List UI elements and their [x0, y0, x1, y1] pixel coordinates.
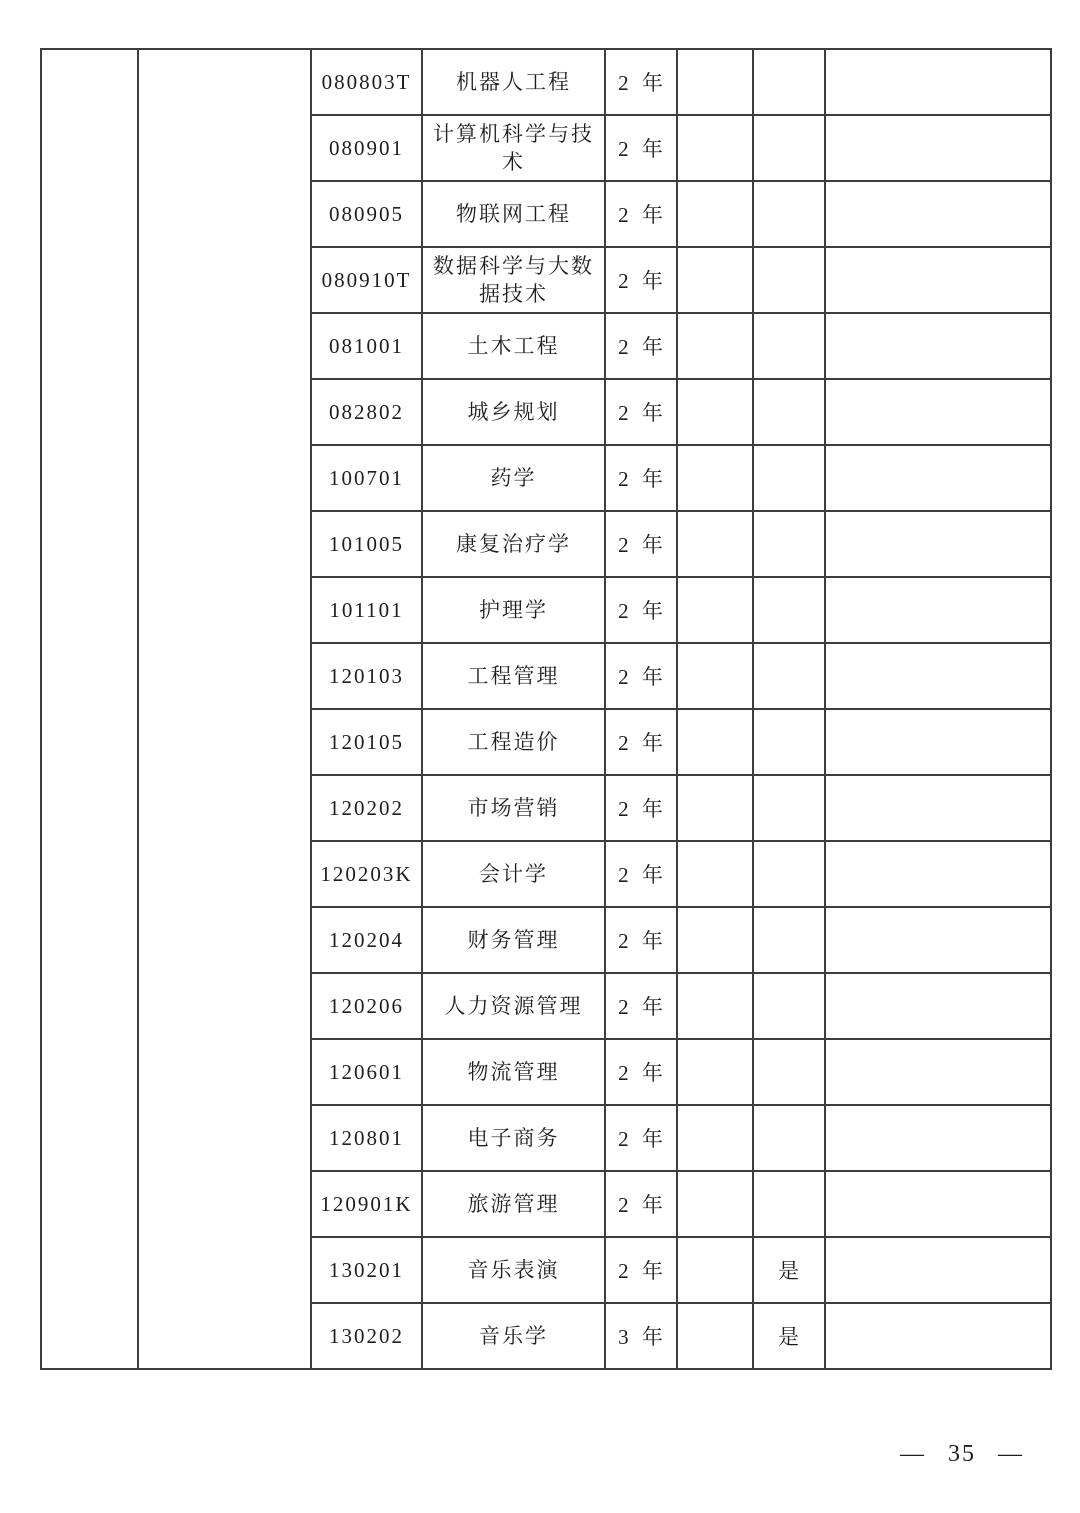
remark-cell: [825, 907, 1051, 973]
remark-cell: [825, 841, 1051, 907]
empty-cell: [677, 511, 753, 577]
duration-cell: 2 年: [605, 907, 677, 973]
empty-cell: [677, 115, 753, 181]
program-name-cell: 财务管理: [422, 907, 605, 973]
flag-cell: [753, 379, 825, 445]
program-name-cell: 药学: [422, 445, 605, 511]
flag-cell: [753, 1105, 825, 1171]
program-name-cell: 人力资源管理: [422, 973, 605, 1039]
flag-cell: [753, 709, 825, 775]
program-name-cell: 数据科学与大数据技术: [422, 247, 605, 313]
program-code-cell: 120801: [311, 1105, 422, 1171]
program-name-cell: 电子商务: [422, 1105, 605, 1171]
flag-cell: [753, 577, 825, 643]
program-name-cell: 物联网工程: [422, 181, 605, 247]
program-name-cell: 护理学: [422, 577, 605, 643]
empty-cell: [677, 1105, 753, 1171]
program-code-cell: 080803T: [311, 49, 422, 115]
remark-cell: [825, 643, 1051, 709]
empty-cell: [677, 577, 753, 643]
program-name-cell: 物流管理: [422, 1039, 605, 1105]
programs-table-body: [41, 49, 1051, 1369]
flag-cell: [753, 511, 825, 577]
flag-cell: [753, 1039, 825, 1105]
duration-cell: 2 年: [605, 1237, 677, 1303]
program-name-cell: 会计学: [422, 841, 605, 907]
empty-cell: [677, 379, 753, 445]
program-code-cell: 080901: [311, 115, 422, 181]
empty-cell: [677, 1039, 753, 1105]
duration-cell: 2 年: [605, 577, 677, 643]
remark-cell: [825, 1039, 1051, 1105]
empty-cell: [677, 973, 753, 1039]
program-code-cell: 120202: [311, 775, 422, 841]
empty-cell: [677, 643, 753, 709]
program-code-cell: 120105: [311, 709, 422, 775]
empty-cell: [677, 247, 753, 313]
empty-cell: [677, 181, 753, 247]
remark-cell: [825, 577, 1051, 643]
remark-cell: [825, 313, 1051, 379]
duration-cell: 2 年: [605, 709, 677, 775]
program-name-cell: 康复治疗学: [422, 511, 605, 577]
empty-cell: [677, 775, 753, 841]
page-number: — 35 —: [900, 1441, 1024, 1467]
program-code-cell: 120901K: [311, 1171, 422, 1237]
duration-cell: 2 年: [605, 247, 677, 313]
flag-cell: [753, 643, 825, 709]
program-code-cell: 120103: [311, 643, 422, 709]
program-name-cell: 旅游管理: [422, 1171, 605, 1237]
program-code-cell: 081001: [311, 313, 422, 379]
duration-cell: 2 年: [605, 643, 677, 709]
program-name-cell: 工程管理: [422, 643, 605, 709]
flag-cell: [753, 181, 825, 247]
left-merged-cell-1: [41, 49, 138, 1369]
program-name-cell: 机器人工程: [422, 49, 605, 115]
flag-cell: [753, 1171, 825, 1237]
empty-cell: [677, 1237, 753, 1303]
flag-cell: [753, 445, 825, 511]
program-code-cell: 101005: [311, 511, 422, 577]
remark-cell: [825, 445, 1051, 511]
program-code-cell: 120601: [311, 1039, 422, 1105]
program-code-cell: 130201: [311, 1237, 422, 1303]
program-code-cell: 101101: [311, 577, 422, 643]
program-code-cell: 100701: [311, 445, 422, 511]
flag-cell: [753, 841, 825, 907]
duration-cell: 2 年: [605, 313, 677, 379]
empty-cell: [677, 907, 753, 973]
duration-cell: 2 年: [605, 973, 677, 1039]
empty-cell: [677, 1171, 753, 1237]
flag-cell: [753, 973, 825, 1039]
remark-cell: [825, 1171, 1051, 1237]
duration-cell: 2 年: [605, 775, 677, 841]
empty-cell: [677, 49, 753, 115]
program-name-cell: 音乐表演: [422, 1237, 605, 1303]
duration-cell: 2 年: [605, 511, 677, 577]
remark-cell: [825, 181, 1051, 247]
programs-table: [40, 48, 1052, 1370]
duration-cell: 2 年: [605, 181, 677, 247]
program-code-cell: 080910T: [311, 247, 422, 313]
program-name-cell: 计算机科学与技术: [422, 115, 605, 181]
remark-cell: [825, 1237, 1051, 1303]
remark-cell: [825, 709, 1051, 775]
remark-cell: [825, 49, 1051, 115]
empty-cell: [677, 445, 753, 511]
remark-cell: [825, 115, 1051, 181]
duration-cell: 2 年: [605, 445, 677, 511]
program-name-cell: 土木工程: [422, 313, 605, 379]
duration-cell: 2 年: [605, 115, 677, 181]
program-name-cell: 城乡规划: [422, 379, 605, 445]
flag-cell: [753, 775, 825, 841]
duration-cell: 2 年: [605, 49, 677, 115]
remark-cell: [825, 1303, 1051, 1369]
empty-cell: [677, 841, 753, 907]
flag-cell: [753, 49, 825, 115]
remark-cell: [825, 775, 1051, 841]
program-code-cell: 120206: [311, 973, 422, 1039]
remark-cell: [825, 511, 1051, 577]
remark-cell: [825, 247, 1051, 313]
remark-cell: [825, 973, 1051, 1039]
empty-cell: [677, 313, 753, 379]
flag-cell: [753, 313, 825, 379]
duration-cell: 3 年: [605, 1303, 677, 1369]
program-name-cell: 市场营销: [422, 775, 605, 841]
table-row: [41, 49, 1051, 115]
duration-cell: 2 年: [605, 1039, 677, 1105]
flag-cell: [753, 115, 825, 181]
remark-cell: [825, 379, 1051, 445]
program-code-cell: 080905: [311, 181, 422, 247]
duration-cell: 2 年: [605, 1105, 677, 1171]
empty-cell: [677, 1303, 753, 1369]
flag-cell: [753, 907, 825, 973]
left-merged-cell-2: [138, 49, 311, 1369]
program-name-cell: 音乐学: [422, 1303, 605, 1369]
duration-cell: 2 年: [605, 1171, 677, 1237]
duration-cell: 2 年: [605, 841, 677, 907]
program-code-cell: 130202: [311, 1303, 422, 1369]
remark-cell: [825, 1105, 1051, 1171]
empty-cell: [677, 709, 753, 775]
program-name-cell: 工程造价: [422, 709, 605, 775]
flag-cell: [753, 247, 825, 313]
program-code-cell: 120203K: [311, 841, 422, 907]
program-code-cell: 120204: [311, 907, 422, 973]
flag-cell: 是: [753, 1303, 825, 1369]
duration-cell: 2 年: [605, 379, 677, 445]
flag-cell: 是: [753, 1237, 825, 1303]
program-code-cell: 082802: [311, 379, 422, 445]
